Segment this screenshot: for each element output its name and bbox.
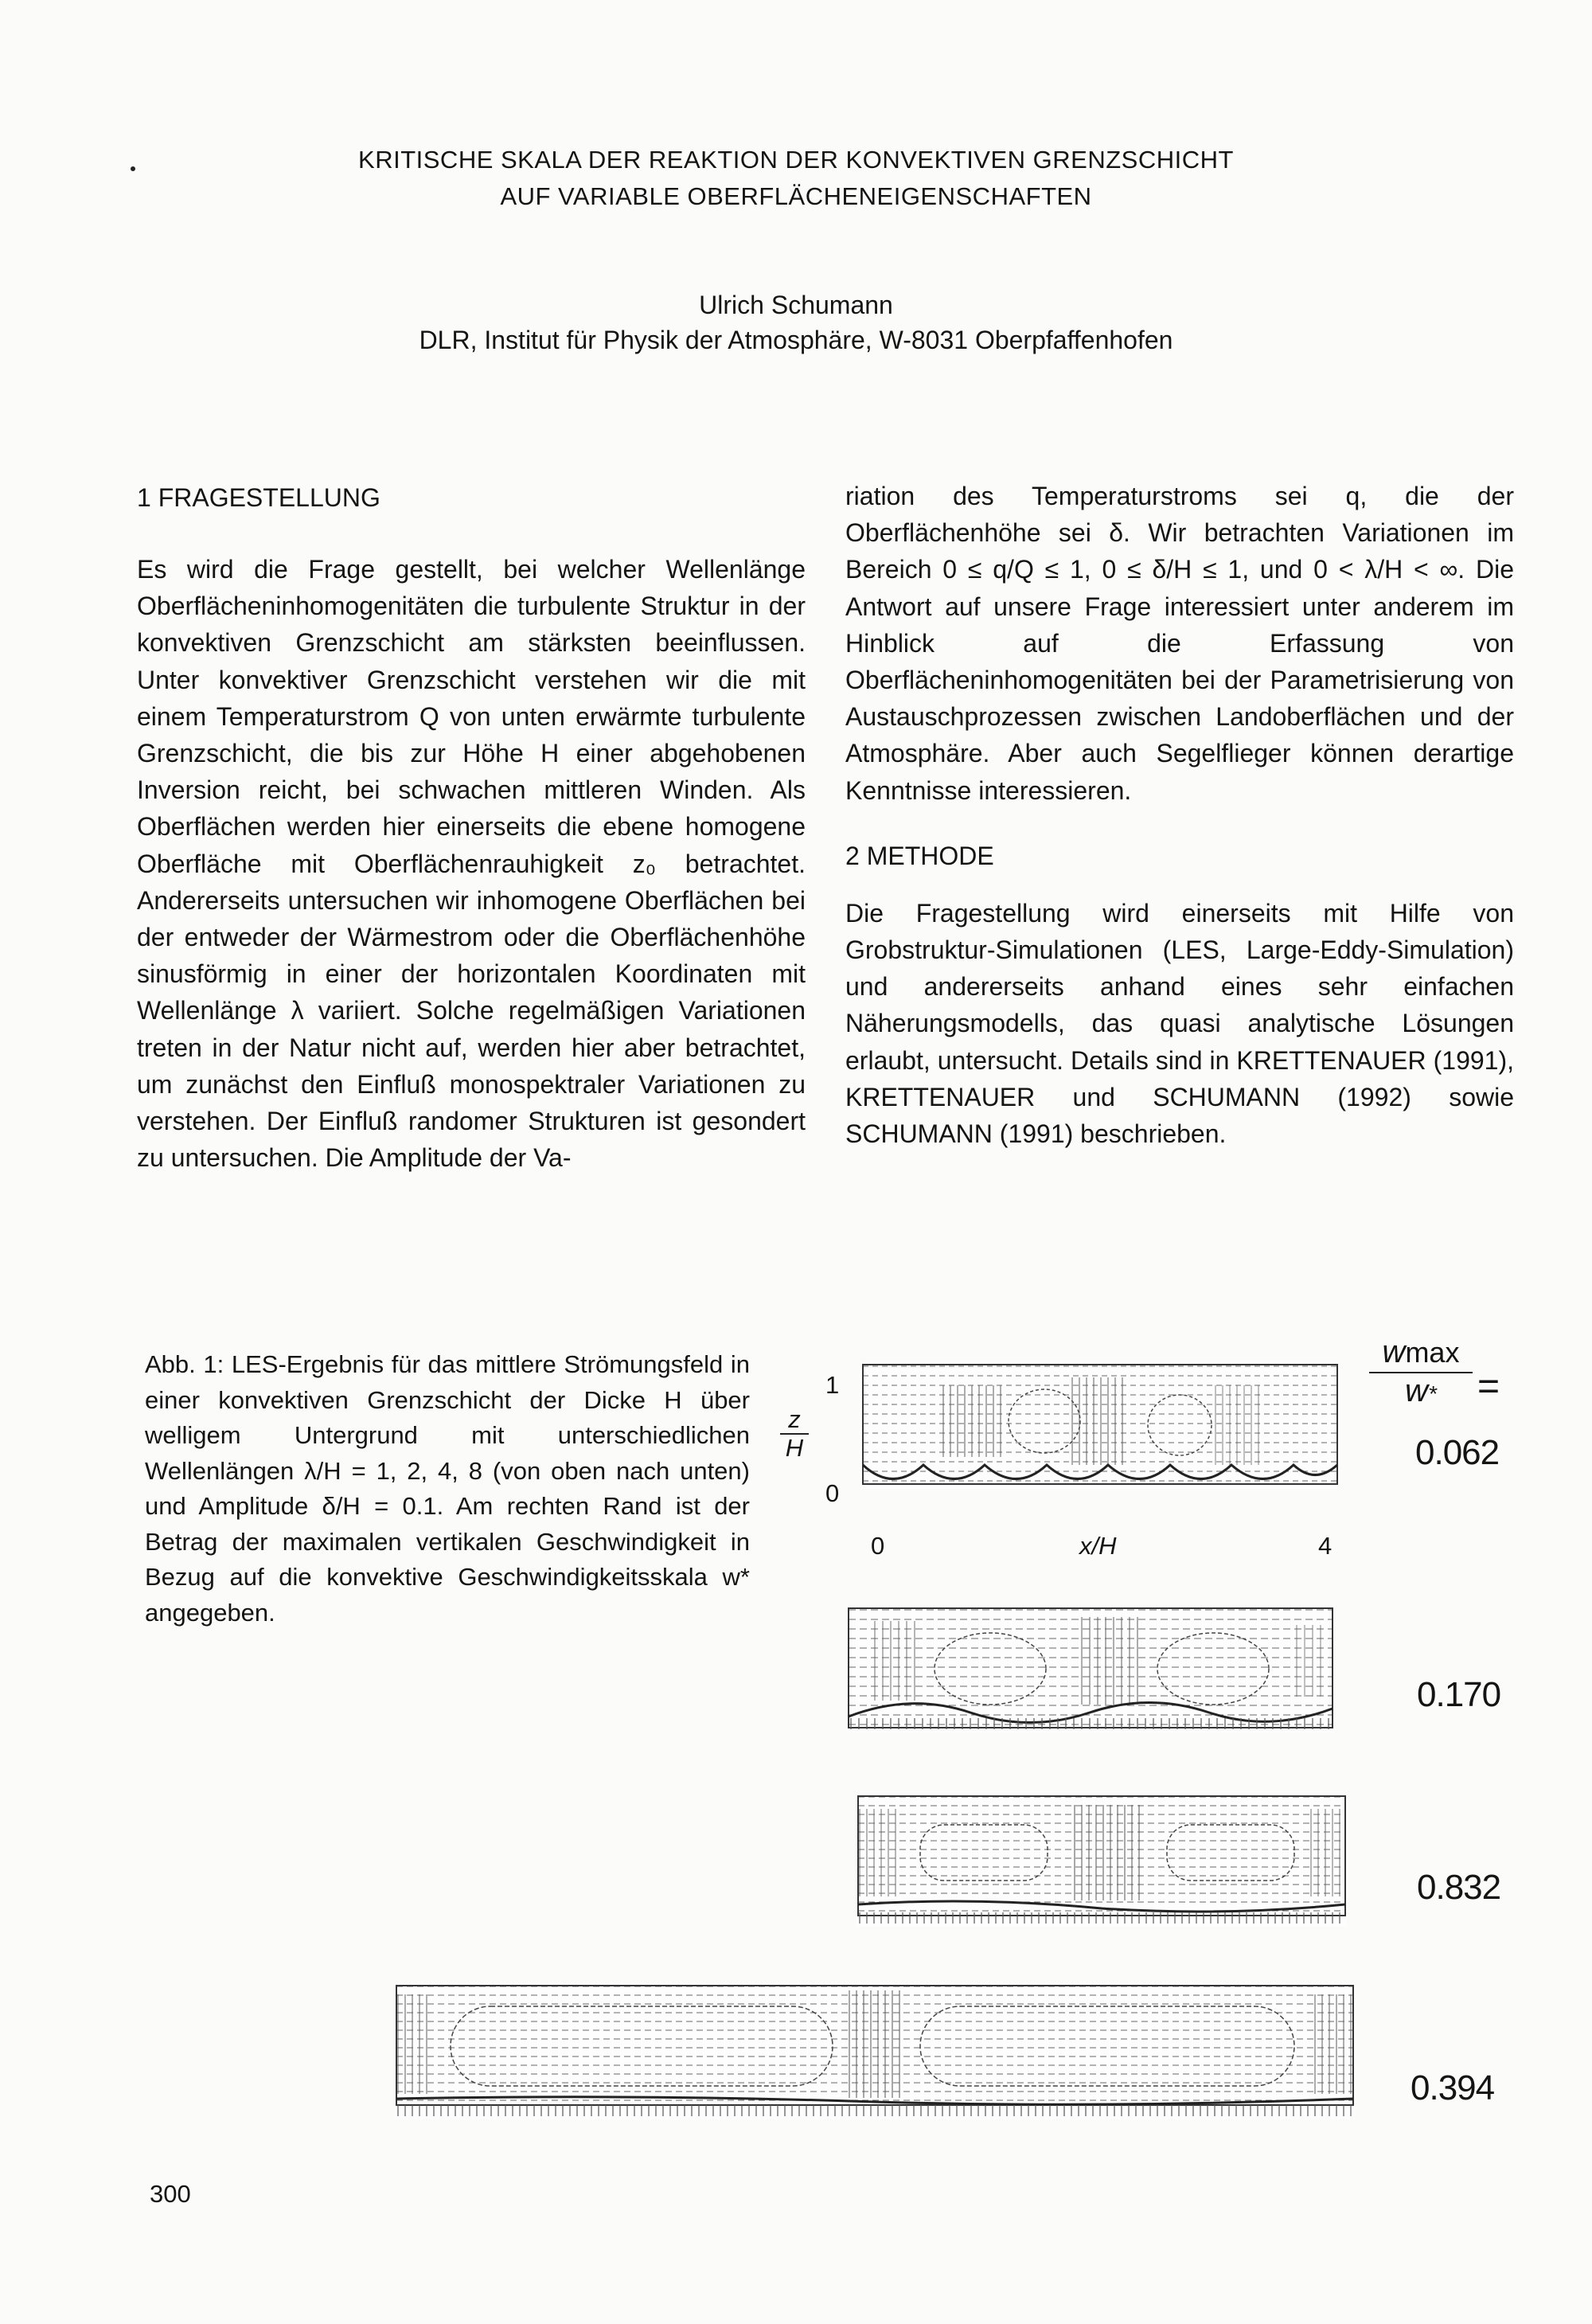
y-tick-bottom: 0 (825, 1479, 840, 1507)
x-tick-left: 0 (871, 1532, 885, 1560)
section-2-text: Die Fragestellung wird einerseits mit Hilfe von Grobstruktur-Simulationen (LES, Large-Eddy-Simulation) und andererseits anhand eines sehr einfachen Näherungsmodells, das quasi analytische Lösungen erlaubt, untersucht. Details sind in KRETTENAUER (1991), KRETTENAUER und SCHUMANN (1992) sowie SCHUMANN (1991) beschrieben. (845, 898, 1514, 1149)
x-tick-right: 4 (1318, 1532, 1333, 1560)
author-name: Ulrich Schumann (699, 291, 893, 319)
figure-caption (145, 1347, 750, 1631)
section-1-heading: 1 FRAGESTELLUNG (137, 483, 380, 512)
margin-dot (131, 166, 135, 171)
y-tick-top: 1 (825, 1371, 840, 1399)
y-axis-label (780, 1406, 809, 1462)
ratio-equals: = (1477, 1365, 1500, 1408)
flow-panel-1 (861, 1361, 1339, 1489)
page-number: 300 (150, 2180, 191, 2208)
y-label-numerator: z (780, 1406, 809, 1435)
section-2-heading: 2 METHODE (845, 841, 994, 870)
flow-panel-3 (856, 1793, 1347, 1927)
y-label-denominator: H (785, 1434, 804, 1462)
figure-caption-text: Abb. 1: LES-Ergebnis für das mittlere Strömungsfeld in einer konvektiven Grenzschicht der Dicke H über welligem Untergrund mit unterschiedlichen Wellenlängen λ/H = 1, 2, 4, 8 (von oben nach unten) und Amplitude δ/H = 0.1. Am rechten Rand ist der Betrag der maximalen vertikalen Geschwindigkeit in Bezug auf die konvektive Geschwindigkeitsskala w* angegeben. (145, 1350, 750, 1627)
ratio-denominator (1369, 1373, 1473, 1412)
section-1-text: Es wird die Frage gestellt, bei welcher Wellenlänge Oberflächeninhomogenitäten die turbulente Struktur in der konvektiven Grenzschicht am stärksten beeinflussen. Unter konvektiver Grenzschicht verstehen wir die mit einem Temperaturstrom Q von unten erwärmte turbulente Grenzschicht, die bis zur Höhe H einer abgehobenen Inversion reicht, bei schwachen mittleren Winden. Als Oberflächen werden hier einerseits die ebene homogene Oberfläche mit Oberflächenrauhigkeit z₀ betrachtet. Andererseits untersuchen wir inhomogene Oberflächen bei der entweder der Wärmestrom oder die Oberflächenhöhe sinusförmig in einer der horizontalen Koordinaten mit Wellenlänge λ variiert. Solche regelmäßigen Variationen treten in der Natur nicht auf, werden hier aber betrachtet, um zunächst den Einfluß monospektraler Variationen zu verstehen. Der Einfluß randomer Strukturen ist gesondert zu untersuchen. Die Amplitude der Va- (137, 555, 806, 1173)
ratio-den-w: w (1405, 1373, 1428, 1408)
section-1-continuation: riation des Temperaturstroms sei q, die der Oberflächenhöhe sei δ. Wir betrachten Variationen im Bereich 0 ≤ q/Q ≤ 1, 0 ≤ δ/H ≤ 1, und 0 < λ/H < ∞. Die Antwort auf unsere Frage interessiert unter anderem im Hinblick auf die Erfassung von Oberflächeninhomogenitäten bei der Parametrisierung von Austauschprozessen zwischen Landoberflächen und der Atmosphäre. Aber auch Segelflieger können derartige Kenntnisse interessieren. (845, 482, 1514, 805)
paper-title (239, 142, 1353, 215)
title-line-1: KRITISCHE SKALA DER REAKTION DER KONVEKTIVEN GRENZSCHICHT (358, 146, 1234, 174)
panel-1-value: 0.062 (1415, 1433, 1500, 1472)
ratio-num-w: w (1382, 1334, 1406, 1369)
x-axis-label: x/H (1079, 1532, 1117, 1560)
ratio-numerator (1369, 1334, 1473, 1373)
title-line-2: AUF VARIABLE OBERFLÄCHENEIGENSCHAFTEN (500, 182, 1092, 210)
panel-4-value: 0.394 (1411, 2068, 1495, 2107)
flow-panel-4 (395, 1982, 1355, 2119)
author-affiliation: DLR, Institut für Physik der Atmosphäre, W-8031 Oberpfaffenhofen (419, 326, 1173, 354)
right-column (845, 478, 1514, 1152)
ratio-den-sub: * (1427, 1381, 1437, 1406)
wmax-ratio-header (1369, 1334, 1473, 1412)
panel-3-value: 0.832 (1417, 1868, 1501, 1907)
ratio-num-sub: max (1405, 1336, 1460, 1369)
panel-2-value: 0.170 (1417, 1675, 1501, 1714)
flow-panel-2 (847, 1605, 1334, 1732)
left-column (137, 479, 806, 1176)
